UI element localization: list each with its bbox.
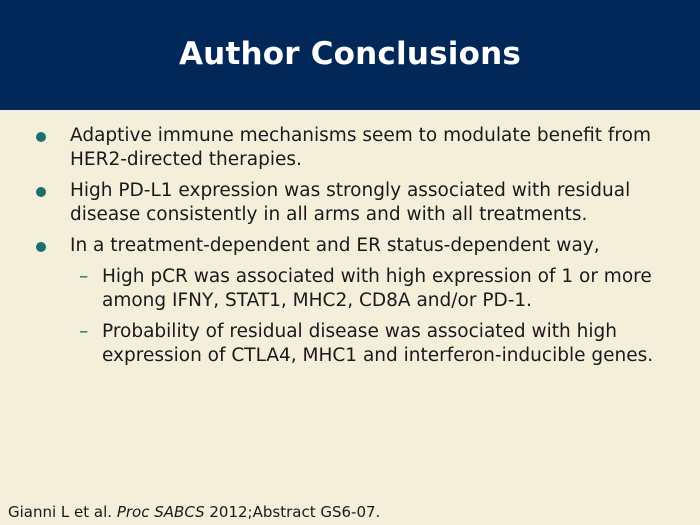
bullet-dot-icon — [36, 242, 46, 252]
sub-bullet-item — [0, 265, 700, 313]
bullet-item — [0, 234, 700, 258]
dash-icon: – — [79, 266, 89, 287]
dash-icon: – — [79, 321, 89, 342]
citation — [8, 503, 380, 521]
slide-content — [0, 124, 700, 375]
title-bar — [0, 0, 700, 110]
bullet-text: High PD-L1 expression was strongly associated with residual disease consistently in all arms and with all treatments. — [70, 180, 631, 225]
bullet-text: In a treatment-dependent and ER status-dependent way, — [70, 235, 600, 256]
citation-authors: Gianni L et al. — [8, 503, 117, 521]
bullet-text: Adaptive immune mechanisms seem to modulate benefit from HER2-directed therapies. — [70, 125, 651, 170]
bullet-dot-icon — [36, 187, 46, 197]
bullet-dot-icon — [36, 132, 46, 142]
sub-bullet-text: High pCR was associated with high expression of 1 or more among IFNY, STAT1, MHC2, CD8A and/or PD-1. — [102, 266, 652, 311]
slide-title: Author Conclusions — [178, 36, 521, 72]
bullet-item — [0, 124, 700, 172]
citation-details: 2012;Abstract GS6-07. — [204, 503, 381, 521]
sub-bullet-item — [0, 320, 700, 368]
bullet-item — [0, 179, 700, 227]
citation-journal: Proc SABCS — [116, 503, 205, 521]
sub-bullet-text: Probability of residual disease was associated with high expression of CTLA4, MHC1 and interferon-inducible genes. — [102, 321, 654, 366]
